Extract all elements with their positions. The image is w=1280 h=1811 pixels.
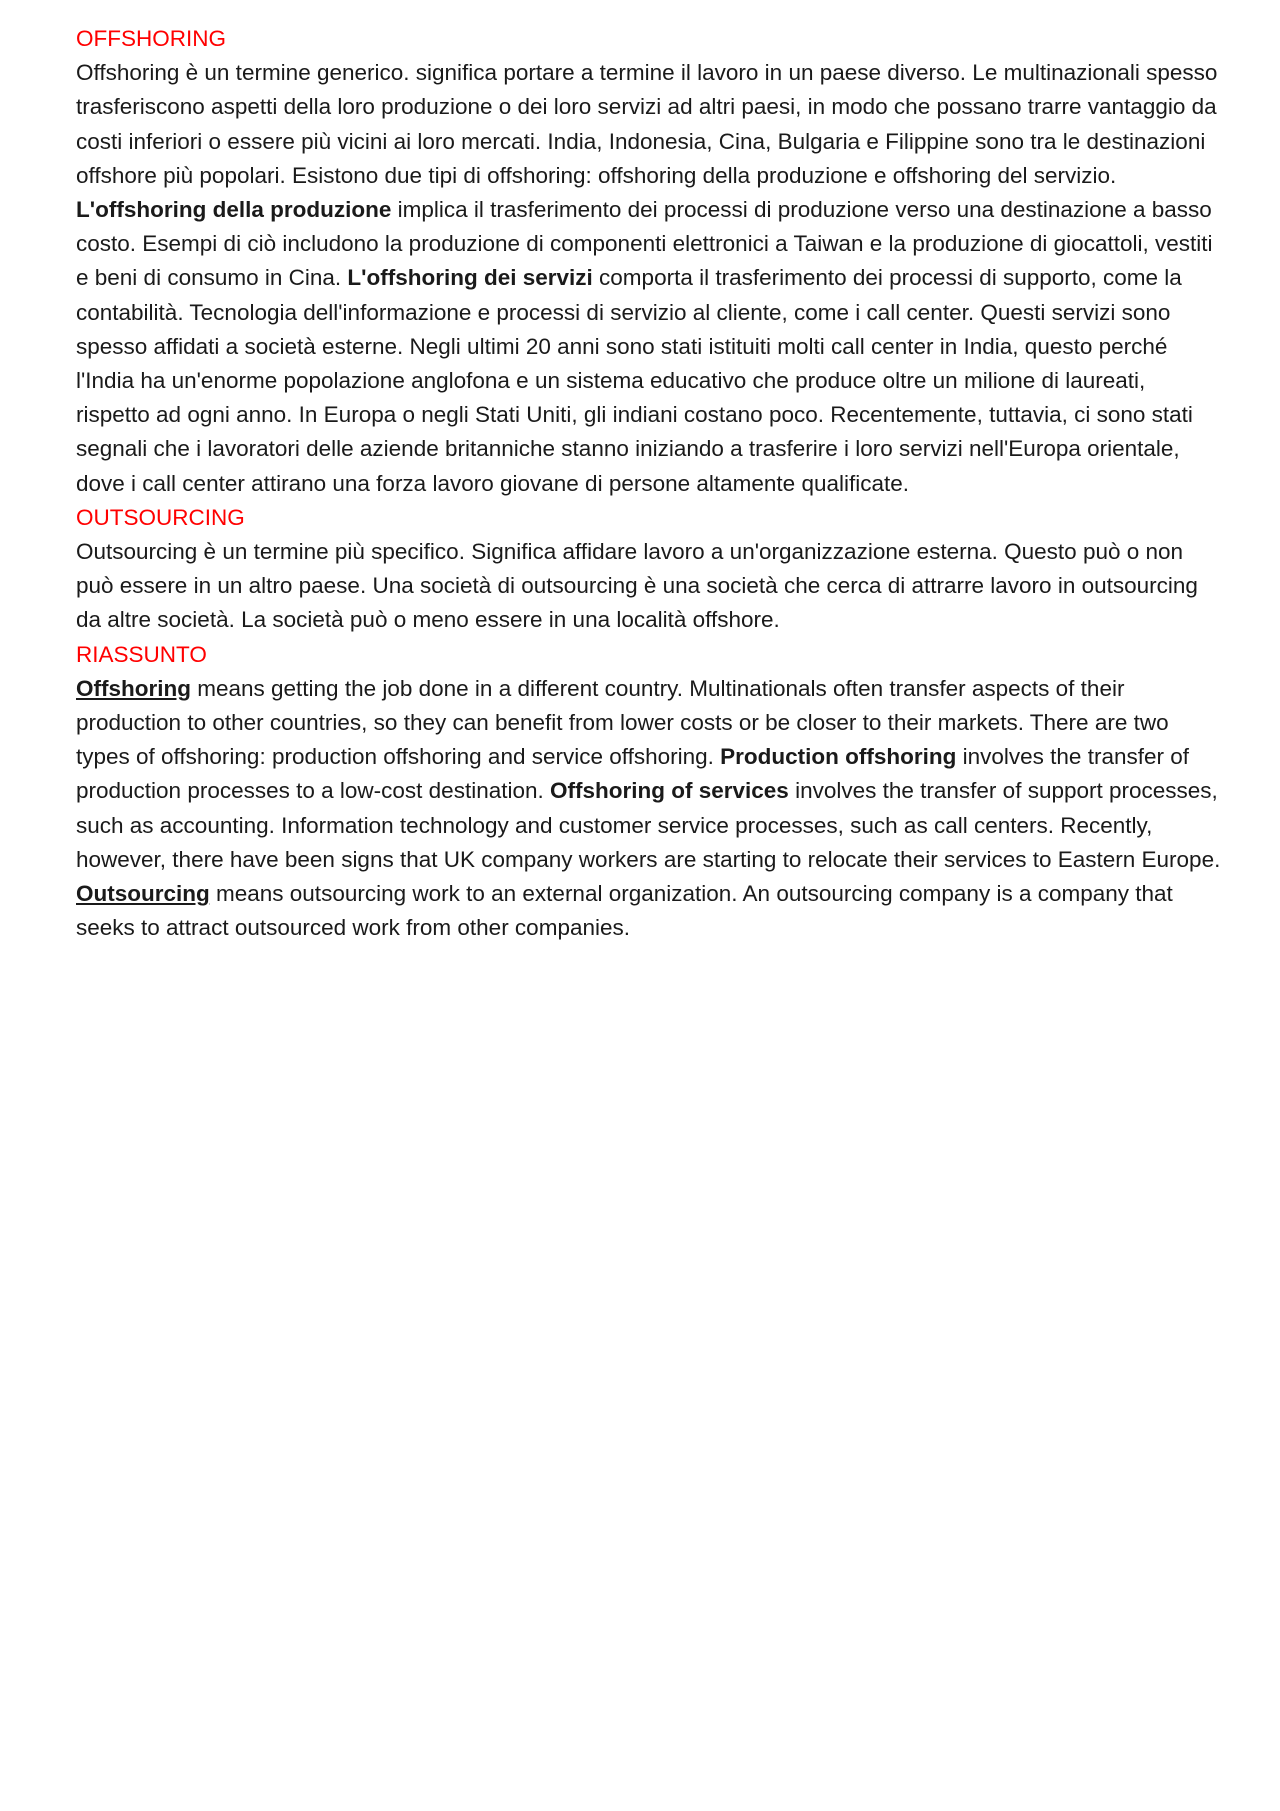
offshoring-text-1: Offshoring è un termine generico. significa portare a termine il lavoro in un paese diverso. Le multinazionali spesso trasferiscono aspetti della loro produzione o dei loro servizi ad altri paesi, in modo che possano trarre vantaggio da costi inferiori o essere più vicini ai loro mercati. India, Indonesia, Cina, Bulgaria e Filippine sono tra le destinazioni offshore più popolari. Esistono due tipi di offshoring: offshoring della produzione e offshoring del servizio. (76, 60, 1218, 188)
service-offshoring-term: L'offshoring dei servizi (347, 265, 593, 291)
summary-services-offshoring-term: Offshoring of services (550, 778, 789, 804)
summary-outsourcing-text: means outsourcing work to an external organization. An outsourcing company is a company that seeks to attract outsourced work from other companies. (76, 881, 1173, 941)
summary-offshoring-term: Offshoring (76, 675, 191, 701)
summary-production-offshoring-term: Production offshoring (720, 744, 957, 770)
paragraph-summary-outsourcing (76, 877, 1221, 945)
offshoring-text-3: comporta il trasferimento dei processi di supporto, come la contabilità. Tecnologia dell'informazione e processi di servizio al cliente, come i call center. Questi servizi sono spesso affidati a società esterne. Negli ultimi 20 anni sono stati istituiti molti call center in India, questo perché l'India ha un'enorme popolazione anglofona e un sistema educativo che produce oltre un milione di laureati, rispetto ad ogni anno. In Europa o negli Stati Uniti, gli indiani costano poco. Recentemente, tuttavia, ci sono stati segnali che i lavoratori delle aziende britanniche stanno iniziando a trasferire i loro servizi nell'Europa orientale, dove i call center attirano una forza lavoro giovane di persone altamente qualificate. (76, 265, 1193, 496)
offshoring-text-2: implica il trasferimento dei processi di produzione verso una destinazione a basso costo. Esempi di ciò includono la produzione di componenti elettronici a Taiwan e la produzione di giocattoli, vestiti e beni di consumo in Cina. (76, 197, 1213, 291)
section-heading-summary: RIASSUNTO (76, 641, 207, 667)
summary-offshoring-text-1: means getting the job done in a different country. Multinationals often transfer aspects of their production to other countries, so they can benefit from lower costs or be closer to their markets. There are two types of offshoring: production offshoring and service offshoring. (76, 675, 1169, 770)
paragraph-outsourcing: Outsourcing è un termine più specifico. Significa affidare lavoro a un'organizzazione esterna. Questo può o non può essere in un altro paese. Una società di outsourcing è una società che cerca di attrarre lavoro in outsourcing da altre società. La società può o meno essere in una località offshore. (76, 539, 1198, 633)
paragraph-offshoring (76, 56, 1221, 501)
summary-offshoring-text-3: involves the transfer of support processes, such as accounting. Information technology and customer service processes, such as call centers. Recently, however, there have been signs that UK company workers are starting to relocate their services to Eastern Europe. (76, 778, 1221, 872)
summary-offshoring-text-2: involves the transfer of production processes to a low-cost destination. (76, 744, 1189, 804)
section-heading-offshoring: OFFSHORING (76, 26, 226, 51)
document-page (76, 22, 1221, 945)
production-offshoring-term: L'offshoring della produzione (76, 197, 392, 223)
section-heading-outsourcing: OUTSOURCING (76, 504, 245, 530)
summary-outsourcing-term: Outsourcing (76, 881, 210, 907)
paragraph-summary-offshoring (76, 672, 1221, 877)
